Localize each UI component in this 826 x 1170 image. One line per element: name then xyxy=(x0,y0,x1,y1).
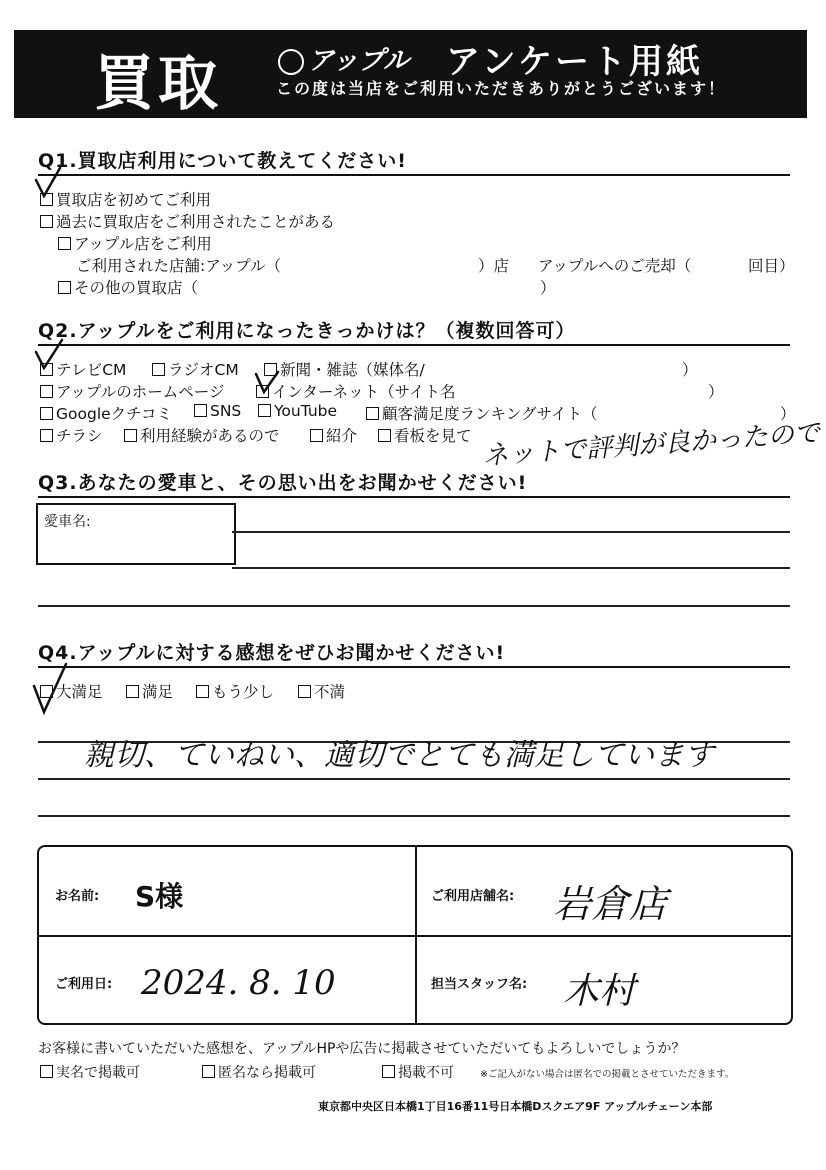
consent-question: お客様に書いていただいた感想を、アップルHPや広告に掲載させていただいてもよろしいでしょうか？ xyxy=(38,1041,686,1057)
consent-not-allowed[interactable] xyxy=(382,1062,454,1082)
used-store-label: ご利用された店舗:アップル（ xyxy=(76,257,282,275)
consent-real-name[interactable] xyxy=(40,1062,140,1082)
option-label: テレビCM xyxy=(56,361,127,379)
kaitori-logo: 買取 xyxy=(94,49,222,119)
option-label: 新聞・雑誌（媒体名/ xyxy=(280,361,425,379)
option-label: 不満 xyxy=(314,683,346,701)
page-title: アンケート用紙 xyxy=(446,42,703,82)
option-label: 満足 xyxy=(142,683,174,701)
customer-info-box xyxy=(37,845,793,1025)
option-label: 紹介 xyxy=(326,427,358,445)
q1-title: Q1.買取店利用について教えてください! xyxy=(38,150,407,172)
thanks-message: この度は当店をご利用いただきありがとうございます！ xyxy=(276,79,727,98)
consent-note: ※ご記入がない場合は匿名での掲載とさせていただきます。 xyxy=(480,1069,735,1080)
option-label: 大満足 xyxy=(56,683,103,701)
option-label: YouTube xyxy=(274,402,338,420)
checkbox[interactable] xyxy=(202,1065,215,1078)
store-label: ご利用店舗名: xyxy=(431,889,515,904)
option-label: 顧客満足度ランキングサイト（ xyxy=(382,405,598,423)
store-suffix: ）店 xyxy=(478,257,510,275)
checkmark-icon xyxy=(36,340,62,368)
option-label: 買取店を初めてご利用 xyxy=(56,191,212,209)
checkmark-icon xyxy=(256,372,278,392)
option-label: もう少し xyxy=(212,683,275,701)
option-label: SNS xyxy=(210,402,242,420)
date-value[interactable]: 2024. 8. 10 xyxy=(141,963,336,1003)
consent-anonymous[interactable] xyxy=(202,1062,316,1082)
q4-handwritten-comment: 親切、ていねい、適切でとても満足しています xyxy=(84,738,714,773)
store-value[interactable]: 岩倉店 xyxy=(553,882,668,926)
staff-value[interactable]: 木村 xyxy=(563,971,636,1012)
paren-close: ） xyxy=(540,279,556,297)
info-horizontal-divider xyxy=(39,935,791,937)
option-label: 匿名なら掲載可 xyxy=(218,1065,316,1081)
q3-title: Q3.あなたの愛車と、その思い出をお聞かせください! xyxy=(38,472,528,494)
checkmark-icon xyxy=(34,664,66,712)
name-value[interactable]: S様 xyxy=(135,880,184,913)
option-label: アップルのホームページ xyxy=(56,383,225,401)
apple-logo-text: アップル xyxy=(308,46,410,76)
checkbox[interactable] xyxy=(382,1065,395,1078)
q2-handwritten-note: ネットで評判が良かったので xyxy=(481,418,821,472)
option-label: 実名で掲載可 xyxy=(56,1065,140,1081)
car-name-label: 愛車名: xyxy=(44,514,91,530)
option-label: 掲載不可 xyxy=(398,1065,454,1081)
footer-address: 東京都中央区日本橋1丁目16番11号日本橋Dスクエア9F アップルチェーン本部 xyxy=(318,1100,713,1113)
q4-title: Q4.アップルに対する感想をぜひお聞かせください! xyxy=(38,642,506,664)
option-label: インターネット（サイト名 xyxy=(272,383,456,401)
sale-count-label: アップルへのご売却（ xyxy=(538,257,692,275)
option-label: 利用経験があるので xyxy=(140,427,280,445)
q2-title: Q2.アップルをご利用になったきっかけは？（複数回答可） xyxy=(38,320,576,342)
date-label: ご利用日: xyxy=(55,977,113,992)
option-label: その他の買取店（ xyxy=(74,279,199,297)
count-suffix: 回目） xyxy=(748,257,795,275)
paren-close: ） xyxy=(780,405,796,423)
paren-close: ） xyxy=(682,361,698,379)
staff-label: 担当スタッフ名: xyxy=(431,977,528,992)
option-label: アップル店をご利用 xyxy=(74,235,212,253)
checkmark-icon xyxy=(36,168,60,196)
option-label: チラシ xyxy=(56,427,103,445)
checkbox[interactable] xyxy=(40,1065,53,1078)
option-label: 過去に買取店をご利用されたことがある xyxy=(56,213,336,231)
option-label: 看板を見て xyxy=(394,427,472,445)
name-label: お名前: xyxy=(55,889,100,904)
paren-close: ） xyxy=(708,383,724,401)
option-label: ラジオCM xyxy=(168,361,239,379)
option-label: Googleクチコミ xyxy=(56,405,173,423)
